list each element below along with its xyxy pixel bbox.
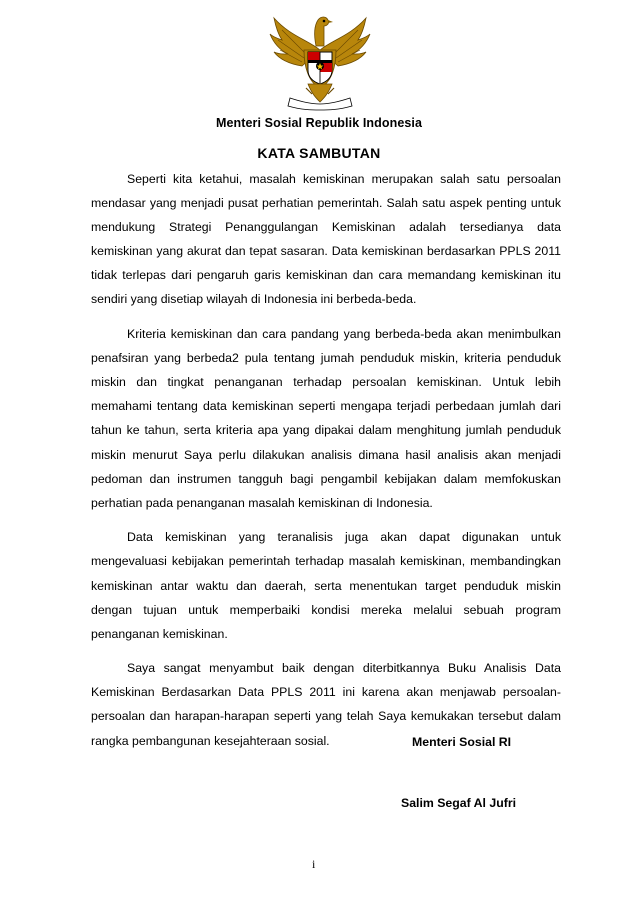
page-title: KATA SAMBUTAN	[257, 145, 381, 161]
paragraph-2: Kriteria kemiskinan dan cara pandang yang berbeda-beda akan menimbulkan penafsiran yang berbeda2 pula tentang jumah penduduk miskin, kriteria penduduk miskin dan tingkat penanganan terhadap persoalan kemiskinan. Untuk lebih memahami tentang data kemiskinan seperti mengapa terjadi perbedaan jumlah dari tahun ke tahun, serta kriteria apa yang dipakai dalam menghitung jumlah penduduk miskin menurut Saya perlu dilakukan analisis dimana hasil analisis akan menjadi pedoman dan instrumen tangguh bagi pengambil kebijakan dalam memfokuskan perhatian pada penanganan masalah kemiskinan di Indonesia.	[91, 327, 561, 510]
paragraph-4: Saya sangat menyambut baik dengan diterbitkannya Buku Analisis Data Kemiskinan Berdasarkan Data PPLS 2011 ini karena akan menjawab persoalan-persoalan dan harapan-harapan seperti yang telah Saya kemukakan tersebut dalam rangka pembangunan kesejahteraan sosial.	[91, 661, 561, 748]
page-number: i	[312, 857, 316, 871]
signature-name: Salim Segaf Al Jufri	[401, 796, 517, 810]
body-text	[91, 167, 561, 763]
garuda-emblem-icon	[268, 10, 372, 112]
paragraph-3: Data kemiskinan yang teranalisis juga akan dapat digunakan untuk mengevaluasi kebijakan pemerintah terhadap masalah kemiskinan, membandingkan kemiskinan antar waktu dan daerah, serta menentukan target penduduk miskin dengan tujuan untuk memperbaiki kondisi mereka melalui sebuah program penanganan kemiskinan.	[91, 530, 561, 641]
paragraph-1: Seperti kita ketahui, masalah kemiskinan merupakan salah satu persoalan mendasar yang menjadi pusat perhatian pemerintah. Salah satu aspek penting untuk mendukung Strategi Penanggulangan Kemiskinan adalah tersedianya data kemiskinan yang akurat dan tepat sasaran. Data kemiskinan berdasarkan PPLS 2011 tidak terlepas dari pengaruh garis kemiskinan dan cara memandang kemiskinan itu sendiri yang disetiap wilayah di Indonesia ini berbeda-beda.	[91, 172, 561, 307]
signature-title: Menteri Sosial RI	[412, 735, 512, 749]
ministry-heading: Menteri Sosial Republik Indonesia	[215, 116, 423, 130]
